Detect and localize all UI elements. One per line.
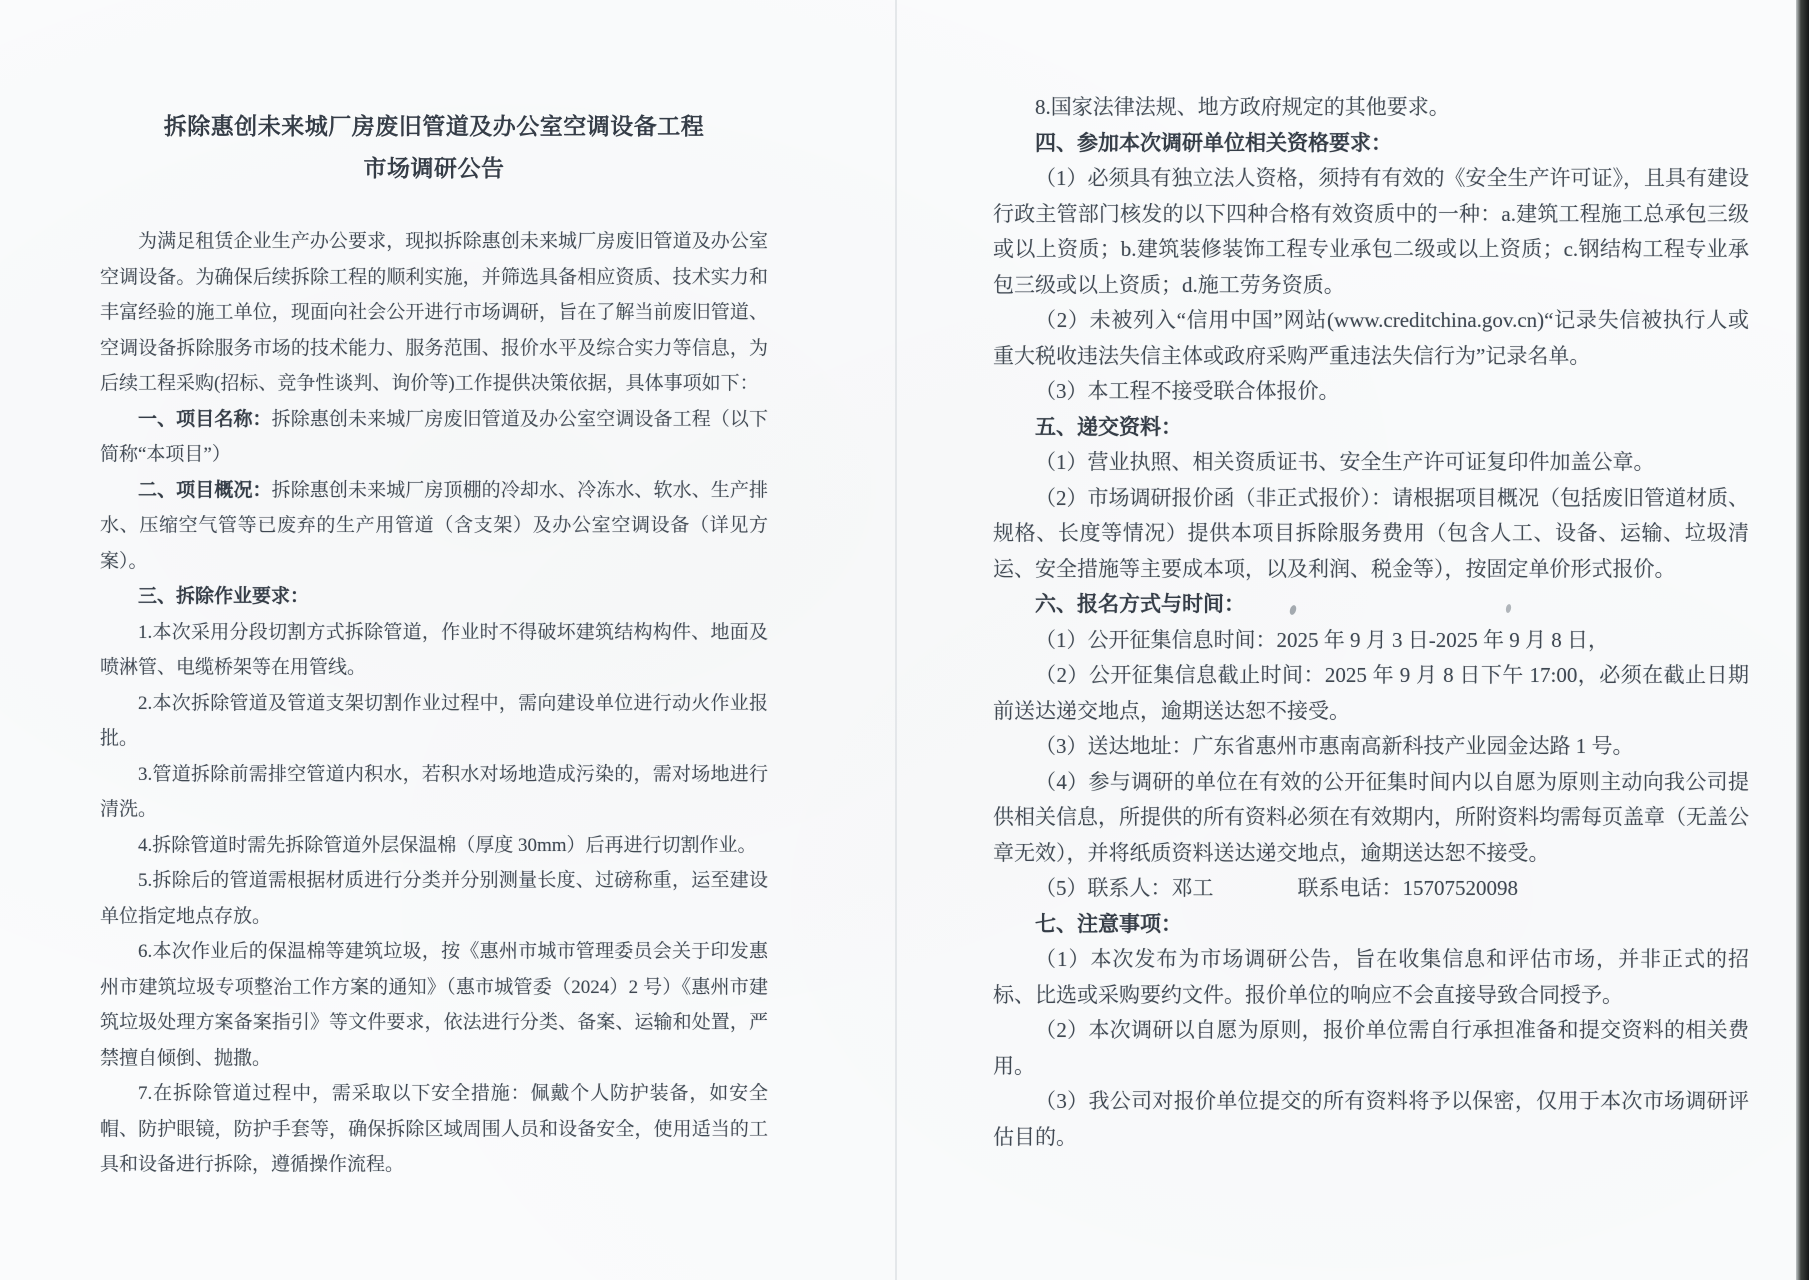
left-page-body [100, 224, 768, 1183]
paragraph-text: （2）市场调研报价函（非正式报价）：请根据项目概况（包括废旧管道材质、规格、长度等情况）提供本项目拆除服务费用（包含人工、设备、运输、垃圾清运、安全措施等主要成本项，以及利润、税金等），按固定单价形式报价。 [993, 485, 1749, 581]
requirement-item-3 [100, 757, 768, 828]
submission-item-1 [993, 445, 1749, 481]
intro-paragraph [100, 224, 768, 402]
section-heading-submission [993, 410, 1749, 446]
section-heading-registration [993, 587, 1749, 623]
requirement-item-4 [100, 828, 768, 864]
paragraph-text: 6.本次作业后的保温棉等建筑垃圾，按《惠州市城市管理委员会关于印发惠州市建筑垃圾专项整治工作方案的通知》（惠市城管委（2024）2 号）《惠州市建筑垃圾处理方案备案指引》等文件要求，依法进行分类、备案、运输和处置，严禁擅自倾倒、抛撒。 [100, 941, 768, 1069]
paragraph-text: （1）本次发布为市场调研公告，旨在收集信息和评估市场，并非正式的招标、比选或采购要约文件。报价单位的响应不会直接导致合同授予。 [993, 947, 1749, 1007]
paragraph-lead: 二、项目概况： [138, 479, 272, 501]
qualification-item-2 [993, 303, 1749, 374]
paragraph-lead: 七、注意事项： [1035, 911, 1182, 936]
paragraph-text: （4）参与调研的单位在有效的公开征集时间内以自愿为原则主动向我公司提供相关信息，所提供的所有资料必须在有效期内，所附资料均需每页盖章（无盖公章无效），并将纸质资料送达递交地点，逾期送达恕不接受。 [993, 769, 1749, 865]
paragraph-text: （1）营业执照、相关资质证书、安全生产许可证复印件加盖公章。 [1035, 450, 1655, 474]
paragraph-text: 拆除惠创未来城厂房废旧管道及办公室空调设备工程（以下简称“本项目”） [100, 408, 768, 465]
section-heading-notes [993, 907, 1749, 943]
paragraph-text: （2）未被列入“信用中国”网站(www.creditchina.gov.cn)“记录失信被执行人或重大税收违法失信主体或政府采购严重违法失信行为”记录名单。 [993, 308, 1749, 368]
paragraph-text: 5.拆除后的管道需根据材质进行分类并分别测量长度、过磅称重，运至建设单位指定地点存放。 [100, 870, 768, 927]
requirement-item-1 [100, 615, 768, 686]
paragraph-text: 1.本次采用分段切割方式拆除管道，作业时不得破坏建筑结构构件、地面及喷淋管、电缆桥架等在用管线。 [100, 621, 768, 678]
paragraph-lead: 五、递交资料： [1035, 414, 1182, 439]
right-page [993, 0, 1749, 1155]
paragraph-lead: 三、拆除作业要求： [138, 586, 310, 607]
qualification-item-3 [993, 374, 1749, 410]
paragraph-text: 拆除惠创未来城厂房顶棚的冷却水、冷冻水、软水、生产排水、压缩空气管等已废弃的生产用管道（含支架）及办公室空调设备（详见方案）。 [100, 479, 768, 572]
paragraph-text: （3）我公司对报价单位提交的所有资料将予以保密，仅用于本次市场调研评估目的。 [993, 1089, 1749, 1149]
paragraph-text: 4.拆除管道时需先拆除管道外层保温棉（厚度 30mm）后再进行切割作业。 [138, 834, 757, 856]
paragraph-text: 3.管道拆除前需排空管道内积水，若积水对场地造成污染的，需对场地进行清洗。 [100, 763, 768, 820]
paragraph-text: （3）送达地址：广东省惠州市惠南高新科技产业园金达路 1 号。 [1035, 734, 1634, 758]
paragraph-text: 7.在拆除管道过程中，需采取以下安全措施：佩戴个人防护装备，如安全帽、防护眼镜，防护手套等，确保拆除区域周围人员和设备安全，使用适当的工具和设备进行拆除，遵循操作流程。 [100, 1083, 768, 1175]
requirement-item-5 [100, 863, 768, 934]
title-line-2: 市场调研公告 [363, 156, 505, 181]
registration-item-3 [993, 729, 1749, 765]
paragraph-text: 8.国家法律法规、地方政府规定的其他要求。 [1035, 95, 1450, 119]
registration-item-1 [993, 623, 1749, 659]
requirement-item-2 [100, 686, 768, 757]
requirement-item-8 [993, 90, 1749, 126]
project-name-item [100, 402, 768, 473]
paragraph-text: （5）联系人：邓工 联系电话：15707520098 [1035, 876, 1518, 900]
paragraph-text: （2）本次调研以自愿为原则，报价单位需自行承担准备和提交资料的相关费用。 [993, 1018, 1749, 1078]
submission-item-2 [993, 481, 1749, 588]
title-line-1: 拆除惠创未来城厂房废旧管道及办公室空调设备工程 [163, 114, 705, 139]
paragraph-lead: 四、参加本次调研单位相关资格要求： [1035, 130, 1392, 155]
registration-item-2 [993, 658, 1749, 729]
note-item-2 [993, 1013, 1749, 1084]
right-page-body [993, 0, 1749, 1155]
page-fold-line [895, 0, 897, 1280]
paragraph-text: （1）必须具有独立法人资格，须持有有效的《安全生产许可证》，且具有建设行政主管部门核发的以下四种合格有效资质中的一种：a.建筑工程施工总承包三级或以上资质；b.建筑装修装饰工程专业承包二级或以上资质；c.钢结构工程专业承包三级或以上资质；d.施工劳务资质。 [993, 166, 1749, 297]
registration-item-4 [993, 765, 1749, 872]
paragraph-text: （3）本工程不接受联合体报价。 [1035, 379, 1340, 403]
left-page [100, 0, 768, 1183]
note-item-1 [993, 942, 1749, 1013]
paragraph-lead: 一、项目名称： [138, 408, 272, 430]
section-heading-demolition-requirements [100, 579, 768, 615]
requirement-item-6 [100, 934, 768, 1076]
project-overview-item [100, 473, 768, 580]
paragraph-text: （1）公开征集信息时间：2025 年 9 月 3 日-2025 年 9 月 8 日， [1035, 627, 1609, 652]
paragraph-text: 2.本次拆除管道及管道支架切割作业过程中，需向建设单位进行动火作业报批。 [100, 692, 768, 749]
note-item-3 [993, 1084, 1749, 1155]
contact-info-line [993, 871, 1749, 907]
requirement-item-7 [100, 1076, 768, 1183]
paragraph-text: （2）公开征集信息截止时间：2025 年 9 月 8 日下午 17:00，必须在截止日期前送达递交地点，逾期送达恕不接受。 [993, 663, 1749, 723]
qualification-item-1 [993, 161, 1749, 303]
announcement-title [100, 0, 768, 190]
scan-edge-shadow [1796, 0, 1809, 1280]
section-heading-qualifications [993, 126, 1749, 162]
paragraph-lead: 六、报名方式与时间： [1035, 592, 1245, 616]
paragraph-text: 为满足租赁企业生产办公要求，现拟拆除惠创未来城厂房废旧管道及办公室空调设备。为确保后续拆除工程的顺利实施，并筛选具备相应资质、技术实力和丰富经验的施工单位，现面向社会公开进行市场调研，旨在了解当前废旧管道、空调设备拆除服务市场的技术能力、服务范围、报价水平及综合实力等信息，为后续工程采购(招标、竞争性谈判、询价等)工作提供决策依据，具体事项如下： [100, 231, 768, 394]
